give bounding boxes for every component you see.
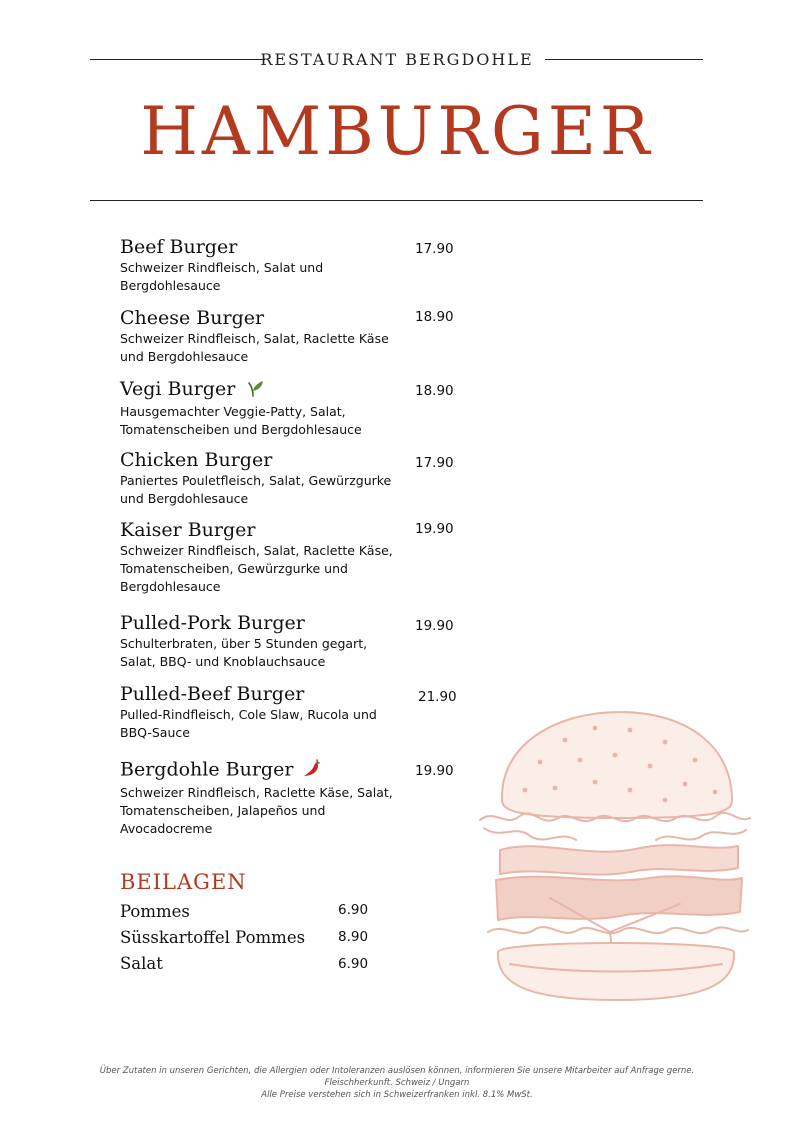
menu-item-pulled-pork-burger <box>120 612 400 671</box>
price-note: Alle Preise verstehen sich in Schweizerfranken inkl. 8.1% MwSt. <box>261 1090 533 1100</box>
menu-item-name: Vegi Burger <box>120 378 236 400</box>
menu-item-vegi-burger <box>120 378 400 439</box>
menu-item-name: Beef Burger <box>120 236 238 258</box>
menu-item-price: 19.90 <box>415 521 454 537</box>
menu-item-name: Kaiser Burger <box>120 519 256 541</box>
header-rule-right <box>545 59 703 60</box>
side-item-name: Süsskartoffel Pommes <box>120 928 306 947</box>
menu-item-description: Schweizer Rindfleisch, Salat und Bergdohlesauce <box>120 260 324 293</box>
menu-item-price: 19.90 <box>415 618 454 634</box>
burger-illustration <box>470 700 760 1020</box>
menu-item-name: Chicken Burger <box>120 449 273 471</box>
menu-item-price: 19.90 <box>415 763 454 779</box>
menu-item-description: Schweizer Rindfleisch, Raclette Käse, Salat, Tomatenscheiben, Jalapeños und Avocadocreme <box>120 785 393 836</box>
menu-item-description: Pulled-Rindfleisch, Cole Slaw, Rucola und BBQ-Sauce <box>120 707 377 740</box>
menu-item-bergdohle-burger <box>120 758 400 838</box>
menu-item-chicken-burger <box>120 449 400 508</box>
menu-item-name: Bergdohle Burger <box>120 758 294 781</box>
side-item-name: Pommes <box>120 902 190 921</box>
restaurant-name: RESTAURANT BERGDOHLE <box>260 50 534 69</box>
leaf-icon <box>247 379 265 402</box>
title-underline <box>90 200 703 201</box>
side-item-price: 8.90 <box>338 929 369 945</box>
menu-item-price: 17.90 <box>415 241 454 257</box>
menu-item-description: Hausgemachter Veggie-Patty, Salat, Tomatenscheiben und Bergdohlesauce <box>120 403 362 437</box>
menu-item-description: Schulterbraten, über 5 Stunden gegart, Salat, BBQ- und Knoblauchsauce <box>120 636 368 669</box>
menu-item-price: 21.90 <box>418 689 457 705</box>
menu-item-name: Pulled-Pork Burger <box>120 612 305 634</box>
menu-item-name: Cheese Burger <box>120 307 265 329</box>
menu-item-cheese-burger <box>120 307 400 366</box>
menu-item-name: Pulled-Beef Burger <box>120 683 305 705</box>
menu-item-description: Schweizer Rindfleisch, Salat, Raclette Käse und Bergdohlesauce <box>120 331 389 364</box>
menu-item-price: 18.90 <box>415 309 454 325</box>
menu-item-kaiser-burger <box>120 519 400 596</box>
chili-icon <box>302 758 322 783</box>
menu-item-beef-burger <box>120 236 400 295</box>
sides-title: BEILAGEN <box>120 870 247 894</box>
menu-item-pulled-beef-burger <box>120 683 400 742</box>
menu-item-price: 18.90 <box>415 383 454 399</box>
meat-origin-note: Fleischherkunft. Schweiz / Ungarn <box>324 1078 470 1088</box>
side-item-name: Salat <box>120 954 163 973</box>
side-item-price: 6.90 <box>338 902 369 918</box>
menu-item-description: Paniertes Pouletfleisch, Salat, Gewürzgurke und Bergdohlesauce <box>120 473 392 506</box>
page-title: HAMBURGER <box>140 93 654 170</box>
menu-item-description: Schweizer Rindfleisch, Salat, Raclette Käse, Tomatenscheiben, Gewürzgurke und Bergdohlesauce <box>120 543 393 594</box>
side-item-price: 6.90 <box>338 956 369 972</box>
allergy-note: Über Zutaten in unseren Gerichten, die Allergien oder Intoleranzen auslösen können, informieren Sie unsere Mitarbeiter auf Anfrage gerne. <box>99 1066 695 1076</box>
menu-item-price: 17.90 <box>415 455 454 471</box>
